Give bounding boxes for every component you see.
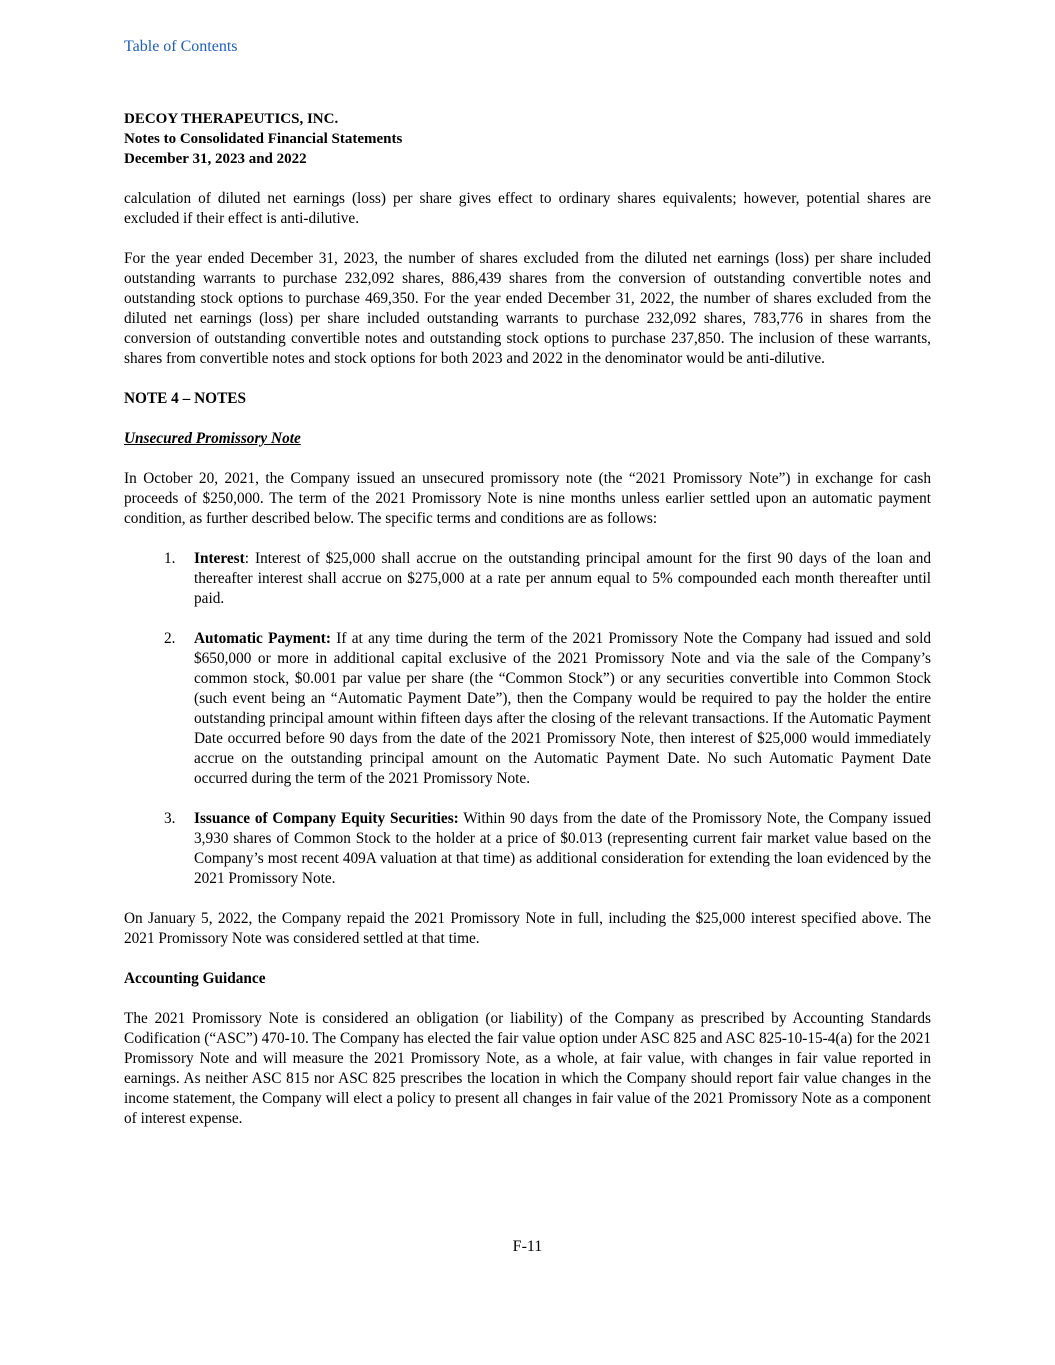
list-item-text: If at any time during the term of the 2021 Promissory Note the Company had issued and sold $650,000 or more in additional capital exclusive of the 2021 Promissory Note and via the sale of the Company’s common stock, $0.001 par value per share (the “Common Stock”) or any securities convertible into Common Stock (such event being an “Automatic Payment Date”), then the Company would be required to pay the holder the entire outstanding principal amount within fifteen days after the closing of the relevant transactions. If the Automatic Payment Date occurred before 90 days from the date of the 2021 Promissory Note, then interest of $25,000 would immediately accrue on the outstanding principal amount on the Automatic Payment Date. No such Automatic Payment Date occurred during the term of the 2021 Promissory Note. xyxy=(194,630,931,787)
document-body xyxy=(124,189,931,1149)
page-number: F-11 xyxy=(512,1238,543,1255)
paragraph-promissory-note-issuance: In October 20, 2021, the Company issued an unsecured promissory note (the “2021 Promissory Note”) in exchange for cash proceeds of $250,000. The term of the 2021 Promissory Note is nine months unless earlier settled upon an automatic payment condition, as further described below. The specific terms and conditions are as follows: xyxy=(124,470,931,527)
document-date: December 31, 2023 and 2022 xyxy=(124,151,307,167)
company-name: DECOY THERAPEUTICS, INC. xyxy=(124,111,339,127)
list-item-number: 1. xyxy=(164,550,176,567)
list-item-term: Interest xyxy=(194,550,245,567)
list-item xyxy=(124,549,931,609)
list-item-term: Issuance of Company Equity Securities: xyxy=(194,810,459,827)
list-item-term: Automatic Payment: xyxy=(194,630,331,647)
list-item-number: 2. xyxy=(164,630,176,647)
terms-list xyxy=(124,549,931,889)
list-item-text: Within 90 days from the date of the Promissory Note, the Company issued 3,930 shares of Common Stock to the holder at a price of $0.013 (representing current fair market value based on the Company’s most recent 409A valuation at that time) as additional consideration for extending the loan evidenced by the 2021 Promissory Note. xyxy=(194,810,931,887)
table-of-contents-link[interactable]: Table of Contents xyxy=(124,38,238,55)
document-subtitle: Notes to Consolidated Financial Statements xyxy=(124,131,403,147)
list-item-text: Interest of $25,000 shall accrue on the outstanding principal amount for the first 90 days of the loan and thereafter interest shall accrue on $275,000 at a rate per annum equal to 5% compounded each month thereafter until paid. xyxy=(194,550,931,607)
paragraph-excluded-shares: For the year ended December 31, 2023, the number of shares excluded from the diluted net earnings (loss) per share included outstanding warrants to purchase 232,092 shares, 886,439 shares from the conversion of outstanding convertible notes and outstanding stock options to purchase 469,350. For the year ended December 31, 2022, the number of shares excluded from the diluted net earnings (loss) per share included outstanding warrants to purchase 232,092 shares, 783,776 in shares from the conversion of outstanding convertible notes and outstanding stock options to purchase 237,850. The inclusion of these warrants, shares from convertible notes and stock options for both 2023 and 2022 in the denominator would be anti-dilutive. xyxy=(124,250,931,367)
accounting-guidance-heading: Accounting Guidance xyxy=(124,970,266,987)
note-4-heading: NOTE 4 – NOTES xyxy=(124,390,246,407)
document-header xyxy=(124,109,930,169)
list-item-separator: : xyxy=(244,550,256,567)
list-item xyxy=(124,629,931,789)
paragraph-accounting-guidance: The 2021 Promissory Note is considered an obligation (or liability) of the Company as prescribed by Accounting Standards Codification (“ASC”) 470-10. The Company has elected the fair value option under ASC 825 and ASC 825-10-15-4(a) for the 2021 Promissory Note and will measure the 2021 Promissory Note, as a whole, at fair value, with changes in fair value reported in earnings. As neither ASC 815 nor ASC 825 prescribes the location in which the Company should report fair value changes in the income statement, the Company will elect a policy to present all changes in fair value of the 2021 Promissory Note as a component of interest expense. xyxy=(124,1010,931,1127)
list-item-number: 3. xyxy=(164,810,176,827)
list-item xyxy=(124,809,931,889)
paragraph-diluted-earnings: calculation of diluted net earnings (loss) per share gives effect to ordinary shares equivalents; however, potential shares are excluded if their effect is anti-dilutive. xyxy=(124,190,931,227)
unsecured-promissory-note-heading: Unsecured Promissory Note xyxy=(124,430,301,447)
paragraph-repayment: On January 5, 2022, the Company repaid the 2021 Promissory Note in full, including the $25,000 interest specified above. The 2021 Promissory Note was considered settled at that time. xyxy=(124,910,931,947)
